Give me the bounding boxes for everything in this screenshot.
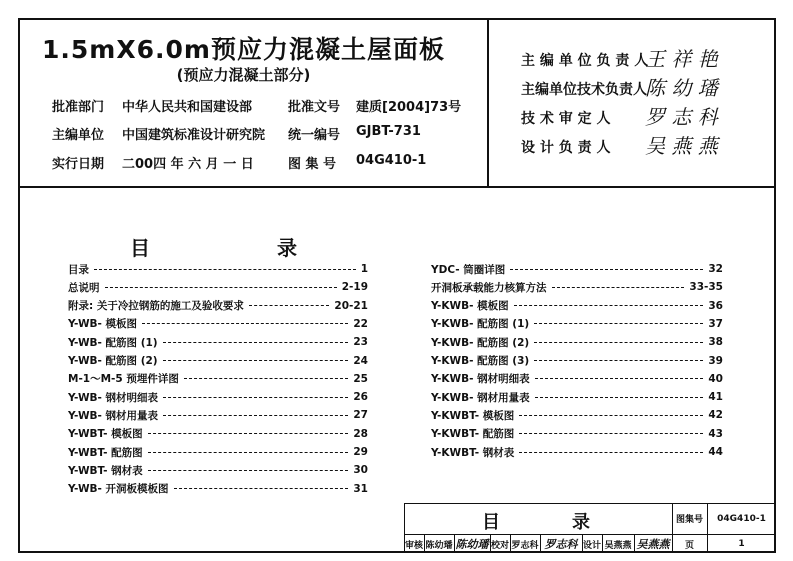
toc-entry[interactable]	[68, 260, 368, 278]
toc-entry-page: 32	[708, 263, 723, 275]
toc-entry[interactable]	[68, 425, 368, 443]
toc-entry[interactable]	[431, 352, 723, 370]
toc-entry[interactable]	[431, 443, 723, 461]
toc-leader	[105, 287, 337, 288]
tb-row-div	[454, 535, 455, 553]
tb-checker-signature: 罗志科	[544, 538, 578, 551]
toc-entry-page: 27	[353, 409, 368, 422]
toc-entry-title: Y-KWBT- 配筋图	[431, 428, 515, 441]
page-title: 1.5mX6.0m预应力混凝土屋面板	[42, 35, 445, 64]
tb-row-div	[634, 535, 635, 553]
toc-entry-page: 41	[708, 391, 723, 404]
tb-review-label: 审核	[404, 540, 423, 551]
info-label: 图 集 号	[288, 157, 337, 172]
toc-entry-page: 37	[708, 317, 723, 330]
signature: 罗 志 科	[645, 105, 718, 129]
signature: 吴 燕 燕	[645, 134, 718, 158]
toc-entry[interactable]	[431, 425, 723, 443]
toc-entry-page: 36	[708, 299, 723, 312]
toc-leader	[163, 397, 348, 398]
toc-leader	[552, 287, 685, 288]
tb-designer-signature: 吴燕燕	[636, 538, 670, 551]
tb-row-div	[540, 535, 541, 553]
info-label: 主编单位	[52, 128, 105, 143]
tb-check-label: 校对	[490, 540, 509, 551]
info-label: 批准文号	[288, 100, 341, 115]
tb-row-div	[510, 535, 511, 553]
info-value: 中华人民共和国建设部	[122, 100, 253, 115]
toc-entry-page: 42	[708, 409, 723, 422]
toc-entry[interactable]	[431, 260, 723, 278]
toc-leader	[148, 433, 349, 434]
toc-entry-page: 20-21	[334, 299, 368, 312]
toc-entry-page: 31	[353, 482, 368, 495]
toc-heading-right: 录	[277, 236, 297, 260]
toc-leader	[534, 342, 703, 343]
toc-leader	[519, 415, 703, 416]
info-value: 二00四 年 六 月 一 日	[122, 157, 254, 172]
toc-entry-title: Y-WBT- 钢材表	[68, 464, 143, 477]
toc-entry[interactable]	[431, 278, 723, 296]
toc-entry-page: 43	[708, 427, 723, 440]
toc-entry-page: 23	[353, 336, 368, 349]
toc-entry-title: Y-WB- 配筋图 (2)	[68, 355, 158, 367]
tb-row-div	[582, 535, 583, 553]
tb-checker: 罗志科	[511, 540, 539, 551]
toc-entry-page: 39	[708, 354, 723, 367]
toc-leader	[510, 269, 703, 270]
info-value: 中国建筑标准设计研究院	[122, 128, 266, 143]
toc-entry-page: 2-19	[341, 281, 368, 294]
responsible-label: 设 计 负 责 人	[521, 140, 611, 156]
toc-entry[interactable]	[431, 388, 723, 406]
toc-leader	[148, 470, 349, 471]
tb-row-div	[490, 535, 491, 553]
toc-leader	[94, 269, 356, 270]
toc-leader	[174, 488, 349, 489]
toc-leader	[148, 452, 349, 453]
toc-leader	[534, 360, 703, 361]
info-label: 统一编号	[288, 128, 341, 143]
toc-entry[interactable]	[431, 406, 723, 424]
tb-reviewer-signature: 陈幼璠	[455, 538, 489, 551]
header-bottom-line	[18, 186, 776, 188]
toc-entry-title: Y-KWB- 配筋图 (1)	[431, 318, 530, 331]
toc-entry[interactable]	[431, 315, 723, 333]
tb-reviewer: 陈幼璠	[425, 540, 453, 551]
toc-leader	[142, 323, 348, 324]
toc-entry[interactable]	[68, 297, 368, 315]
toc-entry[interactable]	[431, 370, 723, 388]
tb-row-div	[602, 535, 603, 553]
toc-entry-title: Y-WB- 配筋图 (1)	[68, 336, 158, 349]
toc-entry[interactable]	[68, 388, 368, 406]
toc-leader	[184, 378, 348, 379]
tb-page-value: 1	[738, 539, 745, 549]
toc-entry-title: 开洞板承载能力核算方法	[431, 281, 547, 294]
toc-leader	[519, 433, 703, 434]
toc-entry-title: Y-KWB- 配筋图 (2)	[431, 336, 530, 349]
toc-entry-page: 29	[353, 446, 368, 458]
toc-entry[interactable]	[431, 297, 723, 315]
toc-entry-title: Y-KWB- 配筋图 (3)	[431, 355, 530, 367]
toc-entry-title: Y-WB- 开洞板模板图	[68, 483, 169, 496]
toc-entry-page: 38	[708, 336, 723, 349]
responsible-label: 主编单位技术负责人	[521, 82, 647, 98]
toc-entry[interactable]	[68, 352, 368, 370]
toc-entry-title: Y-KWB- 模板图	[431, 300, 509, 313]
toc-entry[interactable]	[431, 333, 723, 351]
toc-entry-title: Y-WB- 钢材明细表	[68, 391, 159, 404]
toc-leader	[163, 415, 348, 416]
info-value: 04G410-1	[356, 153, 427, 168]
toc-entry[interactable]	[68, 461, 368, 479]
toc-entry-title: Y-KWB- 钢材明细表	[431, 373, 530, 386]
toc-leader	[163, 360, 349, 361]
toc-entry-page: 40	[708, 372, 723, 385]
toc-entry-title: 目录	[68, 263, 89, 276]
toc-entry-page: 26	[353, 391, 368, 404]
responsible-label: 主 编 单 位 负 责 人	[521, 53, 649, 69]
toc-entry-page: 22	[353, 317, 368, 330]
toc-leader	[163, 342, 349, 343]
info-label: 实行日期	[52, 157, 105, 172]
header-divider	[487, 18, 489, 187]
toc-entry[interactable]	[68, 406, 368, 424]
signature: 王 祥 艳	[645, 47, 718, 71]
toc-leader	[534, 323, 703, 324]
toc-entry-title: Y-WB- 模板图	[68, 318, 138, 331]
toc-leader	[535, 378, 704, 379]
tb-title-right: 录	[572, 512, 590, 533]
toc-entry-title: Y-KWBT- 模板图	[431, 409, 515, 422]
page-subtitle: (预应力混凝土部分)	[176, 66, 311, 84]
tb-design-label: 设计	[582, 540, 601, 551]
toc-entry[interactable]	[68, 315, 368, 333]
tb-row-div	[424, 535, 425, 553]
toc-entry-title: Y-WBT- 模板图	[68, 428, 143, 441]
tb-designer: 吴燕燕	[604, 540, 632, 551]
toc-entry-page: 33-35	[689, 281, 723, 294]
toc-entry[interactable]	[68, 278, 368, 296]
toc-entry-title: Y-KWB- 钢材用量表	[431, 391, 530, 404]
toc-entry-page: 1	[360, 263, 368, 275]
toc-entry-title: 附录: 关于冷拉钢筋的施工及验收要求	[68, 300, 244, 313]
toc-entry-page: 30	[353, 464, 368, 477]
toc-entry-page: 44	[708, 446, 723, 458]
toc-entry-page: 25	[353, 372, 368, 385]
toc-entry-title: YDC- 筒圈详图	[431, 263, 506, 276]
toc-entry[interactable]	[68, 443, 368, 461]
toc-leader	[514, 305, 704, 306]
toc-entry-page: 24	[353, 354, 368, 367]
toc-entry[interactable]	[68, 370, 368, 388]
toc-entry[interactable]	[68, 480, 368, 498]
tb-atlas-value: 04G410-1	[717, 513, 766, 524]
signature: 陈 幼 璠	[645, 76, 718, 100]
toc-entry-title: M-1～M-5 预埋件详图	[68, 373, 179, 386]
info-value: GJBT-731	[356, 124, 421, 139]
toc-entry-title: Y-KWBT- 钢材表	[431, 446, 515, 459]
toc-leader	[535, 397, 704, 398]
toc-entry[interactable]	[68, 333, 368, 351]
toc-entry-title: 总说明	[68, 281, 100, 294]
tb-page-label: 页	[684, 540, 694, 551]
toc-entry-page: 28	[353, 427, 368, 440]
tb-atlas-label: 图集号	[675, 515, 703, 525]
toc-leader	[249, 305, 330, 306]
info-label: 批准部门	[52, 100, 105, 115]
toc-heading-left: 目	[130, 236, 150, 260]
tb-title-left: 目	[482, 512, 500, 533]
toc-entry-title: Y-WBT- 配筋图	[68, 446, 143, 459]
toc-entry-title: Y-WB- 钢材用量表	[68, 409, 159, 422]
toc-leader	[519, 452, 703, 453]
info-value: 建质[2004]73号	[356, 100, 462, 115]
responsible-label: 技 术 审 定 人	[521, 111, 611, 127]
